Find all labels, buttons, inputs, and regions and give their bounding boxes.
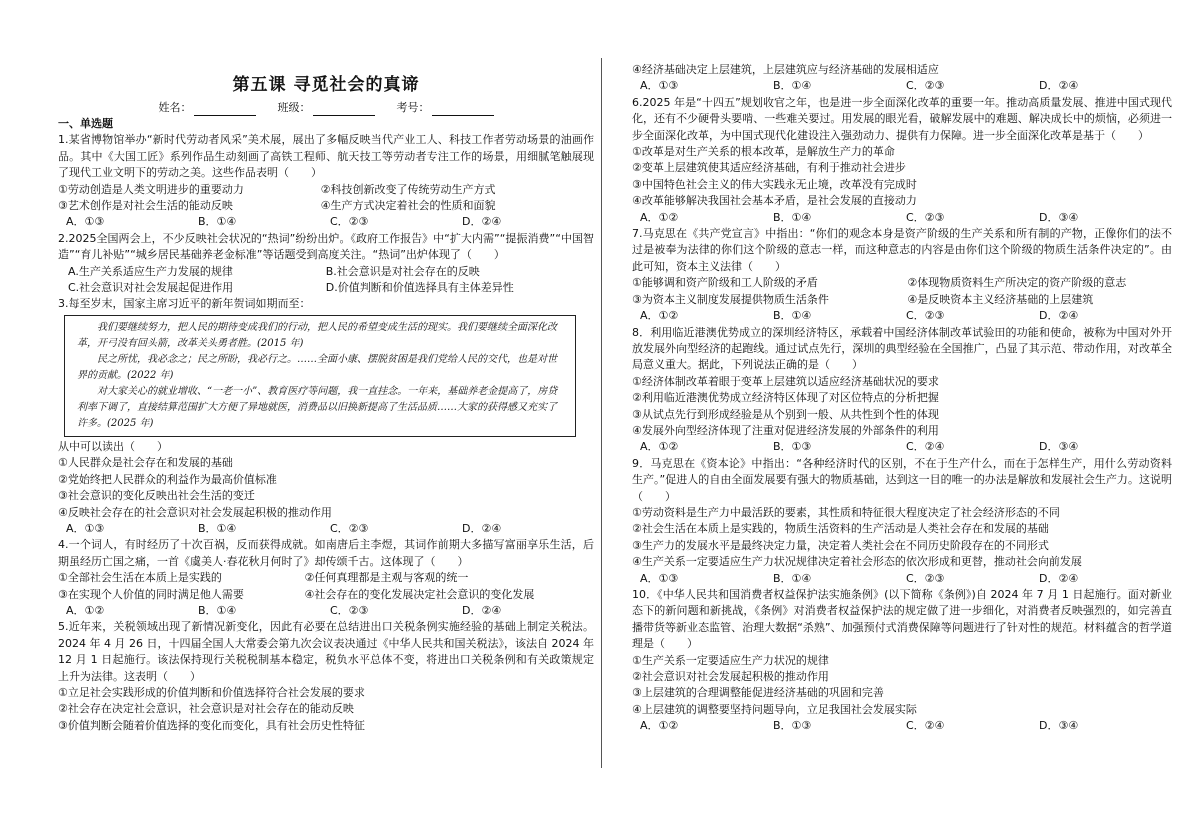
question-2: 2.2025全国两会上，不少反映社会状况的“热词”纷纷出炉。《政府工作报告》中“扩大内需”“提振消费”“中国智造”“育儿补贴”“城乡居民基础养老金标准”等话题受到高度关注。“热词”出炉体现了（ ） — [58, 231, 594, 262]
statement: ④社会存在的变化发展决定社会意识的变化发展 — [304, 587, 535, 601]
choice-b[interactable]: B．①④ — [198, 521, 237, 535]
question-4-statements — [58, 570, 594, 603]
choice-c[interactable]: C．②③ — [906, 571, 945, 585]
statement: ④生产关系一定要适应生产力状况规律决定着社会形态的依次形成和更替，推动社会向前发展 — [632, 555, 1082, 569]
choice-d[interactable]: D．②④ — [1039, 309, 1079, 323]
class-field[interactable] — [278, 100, 375, 116]
name-blank[interactable] — [194, 104, 256, 116]
question-6-choices — [632, 210, 1172, 226]
section-heading: 一、单选题 — [58, 117, 113, 130]
question-6: 6.2025 年是“十四五”规划收官之年，也是进一步全面深化改革的重要一年。推动高质量发展、推进中国式现代化，还有不少硬骨头要啃、一些难关要过。用发展的眼光看，破解发展中的难题、解决成长中的烦恼，必须进一步全面深化改革，为中国式现代化建设注入强劲动力、提供有力保障。进一步全面深化改革是基于（ ） — [632, 95, 1172, 142]
choice-a[interactable]: A．①③ — [640, 79, 679, 93]
statement: ③社会意识的变化反映出社会生活的变迁 — [58, 489, 255, 503]
statement: ③中国特色社会主义的伟大实践永无止境，改革没有完成时 — [632, 177, 917, 191]
choice-d[interactable]: D．③④ — [1039, 719, 1079, 733]
choice-d[interactable]: D．②④ — [462, 603, 502, 617]
choice-c[interactable]: C．②③ — [906, 309, 945, 323]
question-9-choices — [632, 571, 1172, 587]
choice-a[interactable]: A．①② — [640, 719, 679, 733]
exam-number-label: 考号： — [396, 101, 430, 114]
statement: ②社会存在决定社会意识，社会意识是对社会存在的能动反映 — [58, 702, 354, 716]
quote-2022: 民之所忧，我必念之；民之所盼，我必行之。……全面小康、摆脱贫困是我们党给人民的交代，也是对世界的贡献。(2022 年) — [77, 353, 557, 381]
question-8: 8．利用临近港澳优势成立的深圳经济特区，承载着中国经济体制改革试验田的功能和使命，被称为中国对外开放发展外向型经济的起跑线。通过试点先行，深圳的典型经验在全国推广，凸显了其示范、带动作用，对改革全局意义重大。据此，下列说法正确的是（ ） — [632, 325, 1172, 372]
choice-d[interactable]: D．②④ — [462, 521, 502, 535]
statement: ③价值判断会随着价值选择的变化而变化，具有社会历史性特征 — [58, 718, 365, 732]
question-7-statements — [632, 275, 1172, 308]
statement: ④反映社会存在的社会意识对社会发展起积极的推动作用 — [58, 505, 332, 519]
statement: ②社会意识对社会发展起积极的推动作用 — [632, 670, 829, 684]
statement: ②任何真理都是主观与客观的统一 — [304, 571, 469, 585]
statement: ④发展外向型经济体现了注重对促进经济发展的外部条件的利用 — [632, 423, 939, 437]
question-1: 1.某省博物馆举办“新时代劳动者风采”美术展，展出了多幅反映当代产业工人、科技工作者劳动场景的油画作品。其中《大国工匠》系列作品生动刻画了高铁工程师、航天技工等劳动者专注工作的场景，用细腻笔触展现了现代工业文明下的劳动之美。这些作品表明（ ） — [58, 133, 594, 180]
statement: ①人民群众是社会存在和发展的基础 — [58, 456, 233, 470]
statement: ④改革能够解决我国社会基本矛盾，是社会发展的直接动力 — [632, 194, 917, 208]
statement: ④是反映资本主义经济基础的上层建筑 — [907, 292, 1094, 306]
choice-c[interactable]: C．②④ — [906, 719, 945, 733]
statement: ①改革是对生产关系的根本改革，是解放生产力的革命 — [632, 145, 895, 159]
class-blank[interactable] — [313, 104, 375, 116]
choice-c[interactable]: C．②③ — [906, 79, 945, 93]
right-column — [632, 62, 1172, 735]
statement: ②科技创新改变了传统劳动生产方式 — [320, 182, 496, 196]
statement: ②党始终把人民群众的利益作为最高价值标准 — [58, 472, 277, 486]
question-4-choices — [58, 603, 594, 619]
class-label: 班级： — [277, 101, 311, 114]
question-1-statements — [58, 182, 594, 215]
question-1-choices — [58, 214, 594, 230]
choice-c[interactable]: C．②③ — [906, 210, 945, 224]
question-7: 7.马克思在《共产党宣言》中指出：“你们的观念本身是资产阶级的生产关系和所有制的产物，正像你们的法不过是被奉为法律的你们这个阶级的意志一样，而这种意志的内容是由你们这个阶级的物质生活条件决定的”。由此可知，资本主义法律（ ） — [632, 227, 1172, 273]
statement: ④生产方式决定着社会的性质和面貌 — [320, 199, 496, 213]
statement: ②利用临近港澳优势成立经济特区体现了对区位特点的分析把握 — [632, 391, 939, 405]
choice-c[interactable]: C.社会意识对社会发展起促进作用 — [68, 281, 234, 295]
statement: ③为资本主义制度发展提供物质生活条件 — [632, 292, 829, 306]
statement: ③从试点先行到形成经验是从个别到一般、从共性到个性的体现 — [632, 407, 939, 421]
choice-b[interactable]: B．①④ — [198, 215, 237, 229]
choice-c[interactable]: C．②③ — [330, 521, 369, 535]
quote-2015: 我们要继续努力，把人民的期待变成我们的行动，把人民的希望变成生活的现实。我们要继续全面深化改革，开弓没有回头箭，改革关头勇者胜。(2015 年) — [77, 321, 557, 349]
statement: ①经济体制改革着眼于变革上层建筑以适应经济基础状况的要求 — [632, 374, 939, 388]
exam-number-field[interactable] — [397, 100, 494, 116]
statement: ②社会生活在本质上是实践的，物质生活资料的生产活动是人类社会存在和发展的基础 — [632, 522, 1049, 536]
choice-b[interactable]: B．①③ — [773, 440, 812, 454]
choice-b[interactable]: B．①④ — [773, 571, 812, 585]
choice-d[interactable]: D．③④ — [1039, 440, 1079, 454]
question-7-choices — [632, 308, 1172, 324]
choice-b[interactable]: B．①④ — [198, 603, 237, 617]
statement: ①劳动创造是人类文明进步的重要动力 — [58, 182, 244, 196]
question-5-choices — [632, 78, 1172, 94]
statement: ④经济基础决定上层建筑，上层建筑应与经济基础的发展相适应 — [632, 63, 939, 76]
quote-2025: 对大家关心的就业增收、“一老一小”、教育医疗等问题，我一直挂念。一年来，基础养老金提高了，房贷利率下调了，直接结算范围扩大方便了异地就医，消费品以旧换新提高了生活品质……大家的获得感又充实了许多。(2025 年) — [77, 385, 558, 429]
exam-number-blank[interactable] — [432, 104, 494, 116]
question-10: 10．《中华人民共和国消费者权益保护法实施条例》(以下简称《条例》)自 2024 年 7 月 1 日起施行。面对新业态下的新问题和新挑战，《条例》对消费者权益保护法的规定做了进一步细化，对消费者反映强烈的，如完善直播带货等新业态监管、治理大数据“杀熟”、加强预付式消费保障等问题进行了针对性的规范。材料蕴含的哲学道理是（ ） — [632, 588, 1172, 651]
page-title: 第五课 寻觅社会的真谛 — [232, 75, 420, 95]
choice-a[interactable]: A．①② — [640, 309, 679, 323]
choice-a[interactable]: A．①③ — [66, 521, 105, 535]
choice-a[interactable]: A．①③ — [66, 215, 105, 229]
question-4: 4.一个词人，有时经历了十次百祸，反而获得成就。如南唐后主李煜，其词作前期大多描写富丽享乐生活，后期虽经历亡国之痛，一首《虞美人·春花秋月何时了》却传颂千古。这体现了（ ） — [58, 538, 594, 568]
statement: ①全部社会生活在本质上是实践的 — [58, 571, 222, 585]
choice-c[interactable]: C．②④ — [906, 440, 945, 454]
choice-d[interactable]: D.价值判断和价值选择具有主体差异性 — [325, 281, 514, 295]
column-divider — [601, 58, 602, 768]
choice-b[interactable]: B．①④ — [773, 79, 812, 93]
question-5: 5.近年来，关税领域出现了新情况新变化，因此有必要在总结进出口关税条例实施经验的基础上制定关税法。2024 年 4 月 26 日，十四届全国人大常委会第九次会议表决通过《中华人民共和国关税法》，该法自 2024 年 12 月 1 日起施行。该法保持现行关税税制基本稳定，税负水平总体不变，将进出口关税条例和有关政策规定上升为法律。这表明（ ） — [58, 620, 594, 683]
statement: ③上层建筑的合理调整能促进经济基础的巩固和完善 — [632, 686, 884, 700]
choice-a[interactable]: A.生产关系适应生产力发展的规律 — [68, 264, 233, 278]
choice-b[interactable]: B．①③ — [773, 719, 812, 733]
choice-a[interactable]: A．①③ — [640, 571, 679, 585]
question-3: 3.每至岁末，国家主席习近平的新年贺词如期而至： — [58, 297, 311, 311]
statement: ①生产关系一定要适应生产力状况的规律 — [632, 653, 829, 667]
question-8-choices — [632, 439, 1172, 455]
statement: ②变革上层建筑使其适应经济基础，有利于推动社会进步 — [632, 161, 906, 175]
choice-d[interactable]: D．②④ — [1039, 571, 1079, 585]
choice-a[interactable]: A．①② — [640, 440, 679, 454]
statement: ④上层建筑的调整要坚持问题导向，立足我国社会发展实际 — [632, 702, 917, 716]
choice-a[interactable]: A．①② — [640, 210, 679, 224]
name-field[interactable] — [159, 100, 256, 116]
question-10-choices — [632, 718, 1172, 734]
choice-d[interactable]: D．②④ — [462, 215, 502, 229]
choice-d[interactable]: D．②④ — [1039, 79, 1079, 93]
choice-d[interactable]: D．③④ — [1039, 210, 1079, 224]
choice-c[interactable]: C．②③ — [330, 215, 369, 229]
question-3-prompt: 从中可以读出（ ） — [58, 439, 168, 453]
statement: ③生产力的发展水平是最终决定力量，决定着人类社会在不同历史阶段存在的不同形式 — [632, 538, 1049, 552]
statement: ③在实现个人价值的同时满足他人需要 — [58, 587, 244, 601]
choice-c[interactable]: C．②③ — [330, 603, 369, 617]
choice-b[interactable]: B.社会意识是对社会存在的反映 — [325, 264, 480, 278]
statement: ①立足社会实践形成的价值判断和价值选择符合社会发展的要求 — [58, 685, 365, 699]
choice-b[interactable]: B．①④ — [773, 210, 812, 224]
statement: ①劳动资料是生产力中最活跃的要素，其性质和特征很大程度决定了社会经济形态的不同 — [632, 505, 1060, 519]
statement: ③艺术创作是对社会生活的能动反映 — [58, 199, 233, 213]
left-column — [58, 60, 594, 734]
statement: ①能够调和资产阶级和工人阶级的矛盾 — [632, 276, 818, 290]
question-9: 9．马克思在《资本论》中指出：“各种经济时代的区别，不在于生产什么，而在于怎样生产，用什么劳动资料生产。”促进人的自由全面发展要有强大的物质基础，达到这一目的唯一的办法是解放和发展社会生产力。这说明（ ） — [632, 456, 1172, 503]
statement: ②体现物质资料生产所决定的资产阶级的意志 — [907, 276, 1127, 290]
choice-a[interactable]: A．①② — [66, 603, 105, 617]
student-info — [58, 100, 594, 116]
new-year-speech-quote-box — [64, 315, 576, 437]
choice-b[interactable]: B．①④ — [773, 309, 812, 323]
question-3-choices — [58, 521, 594, 537]
name-label: 姓名： — [158, 101, 192, 114]
question-2-choices — [58, 264, 594, 297]
